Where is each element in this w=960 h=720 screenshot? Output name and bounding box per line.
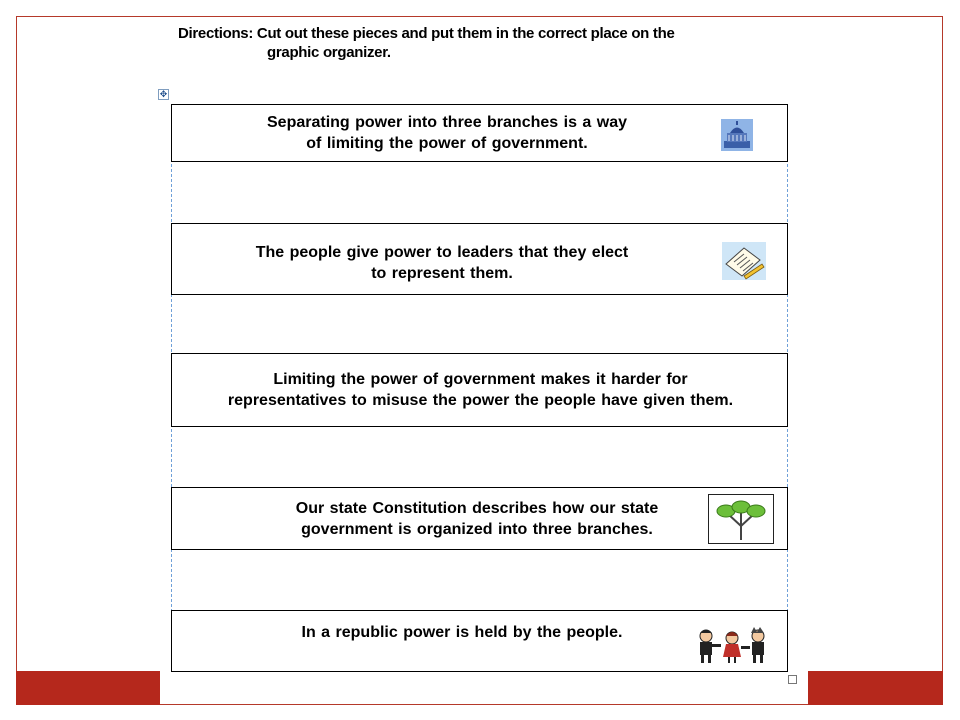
table-resize-handle-icon[interactable] <box>788 675 797 684</box>
tree-icon <box>708 494 774 544</box>
ballot-pencil-icon <box>722 242 766 280</box>
card-4-line-2: government is organized into three branches. <box>301 521 653 538</box>
card-3-text <box>182 369 779 411</box>
footer-accent-bar-right <box>808 671 943 705</box>
card-4-line-1: Our state Constitution describes how our state <box>295 500 659 517</box>
people-icon <box>694 627 772 665</box>
table-move-handle-icon[interactable]: ✥ <box>159 89 168 99</box>
card-2-line-1: The people give power to leaders that they elect <box>255 244 629 261</box>
capitol-building-icon <box>721 119 753 151</box>
directions-text <box>178 24 778 62</box>
footer-accent-bar-left <box>16 671 160 705</box>
cut-out-card-3[interactable] <box>171 353 788 427</box>
card-1-line-1: Separating power into three branches is a way <box>267 114 627 131</box>
card-1-line-2: of limiting the power of government. <box>306 135 588 152</box>
cut-out-card-4[interactable] <box>171 487 788 550</box>
cut-out-card-2[interactable] <box>171 223 788 295</box>
card-1-text <box>192 112 702 154</box>
card-2-text <box>192 242 692 284</box>
card-2-line-2: to represent them. <box>371 265 513 282</box>
directions-line-1: Directions: Cut out these pieces and put them in the correct place on the <box>178 25 675 42</box>
directions-line-2: graphic organizer. <box>267 44 391 61</box>
card-3-line-2: representatives to misuse the power the people have given them. <box>227 392 734 409</box>
card-3-line-1: Limiting the power of government makes it harder for <box>273 371 688 388</box>
cut-out-card-1[interactable] <box>171 104 788 162</box>
card-5-line-1: In a republic power is held by the people. <box>301 624 623 641</box>
card-4-text <box>257 498 697 540</box>
cut-out-card-5[interactable] <box>171 610 788 672</box>
card-5-text <box>262 622 662 643</box>
